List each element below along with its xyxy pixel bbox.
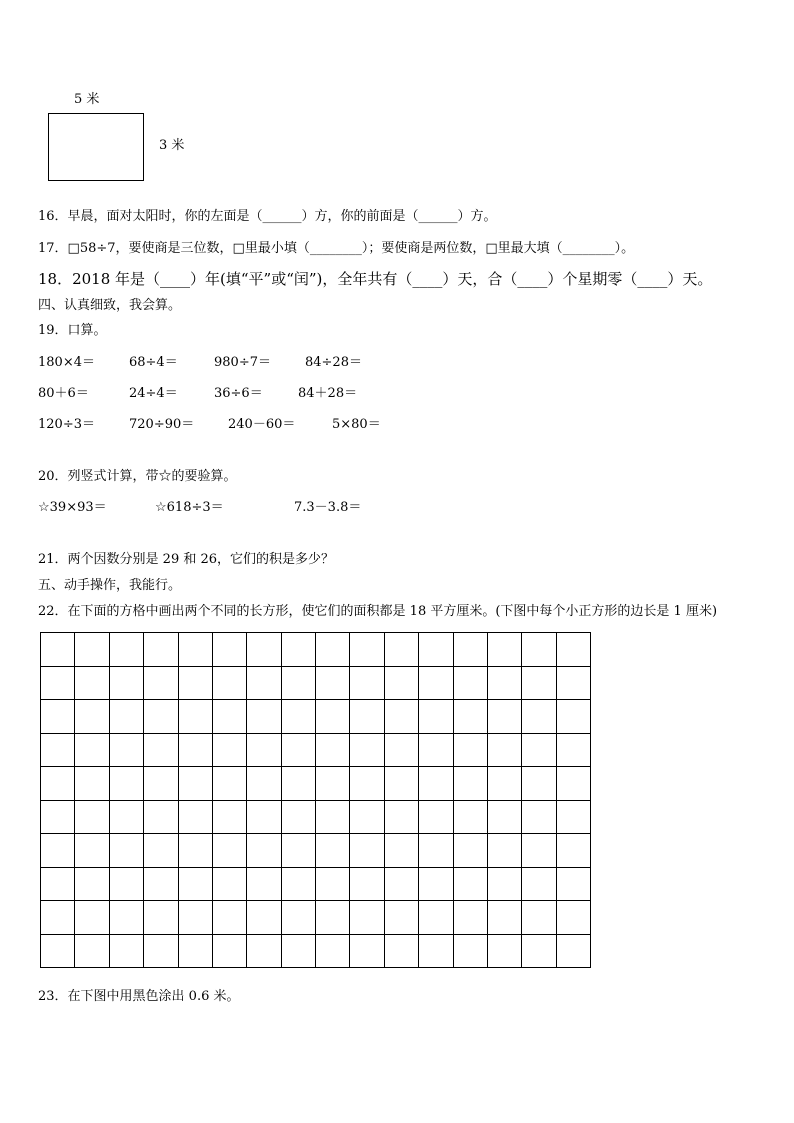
grid-cell [247,901,281,935]
vertical-calc-item: 7.3－3.8＝ [294,500,362,515]
question-21: 21．两个因数分别是 29 和 26，它们的积是多少？ [38,552,335,567]
grid-cell [75,834,109,868]
grid-cell [522,767,556,801]
grid-cell [419,700,453,734]
grid-cell [316,935,350,969]
question-19: 19．口算。 [38,323,107,338]
grid-cell [110,667,144,701]
grid-cell [247,700,281,734]
grid-cell [110,901,144,935]
grid-cell [557,834,591,868]
grid-cell [419,868,453,902]
grid-cell [454,935,488,969]
grid-cell [385,767,419,801]
grid-cell [522,901,556,935]
grid-cell [41,700,75,734]
grid-cell [213,901,247,935]
question-20: 20．列竖式计算，带☆的要验算。 [38,469,237,484]
grid-cell [350,935,384,969]
grid-cell [213,801,247,835]
grid-cell [144,801,178,835]
grid-cell [110,767,144,801]
grid-cell [75,734,109,768]
section-4-heading: 四、认真细致，我会算。 [38,298,182,313]
grid-cell [488,700,522,734]
grid-cell [179,801,213,835]
grid-cell [247,734,281,768]
grid-cell [41,633,75,667]
grid-cell [75,767,109,801]
question-16: 16．早晨，面对太阳时，你的左面是（______）方，你的前面是（______）方。 [38,209,497,224]
grid-cell [385,700,419,734]
grid-cell [419,734,453,768]
grid-cell [213,935,247,969]
grid-cell [557,734,591,768]
grid-cell [144,767,178,801]
grid-cell [557,767,591,801]
grid-cell [247,667,281,701]
grid-cell [522,935,556,969]
calc-item: 24÷4＝ [129,386,178,401]
rectangle-figure [48,113,144,181]
grid-cell [454,667,488,701]
grid-cell [419,935,453,969]
calc-item: 84÷28＝ [305,355,362,370]
grid-cell [179,767,213,801]
grid-cell [41,667,75,701]
grid-cell [385,834,419,868]
grid-cell [179,868,213,902]
grid-cell [316,868,350,902]
grid-cell [488,901,522,935]
question-23: 23．在下图中用黑色涂出 0.6 米。 [38,989,240,1004]
grid-cell [419,667,453,701]
grid-cell [350,901,384,935]
grid-cell [454,801,488,835]
grid-cell [75,901,109,935]
grid-cell [316,700,350,734]
grid-cell [282,700,316,734]
calc-item: 120÷3＝ [38,417,95,432]
grid-cell [41,868,75,902]
grid-cell [282,834,316,868]
grid-cell [316,834,350,868]
grid-cell [247,801,281,835]
grid-cell [110,801,144,835]
grid-cell [316,667,350,701]
grid-cell [557,700,591,734]
section-5-heading: 五、动手操作，我能行。 [38,578,182,593]
grid-cell [144,935,178,969]
grid-cell [75,935,109,969]
grid-cell [488,868,522,902]
grid-cell [213,868,247,902]
grid-cell [522,633,556,667]
grid-cell [41,834,75,868]
grid-cell [454,868,488,902]
grid-cell [282,868,316,902]
rectangle-width-label: 5 米 [74,92,100,107]
grid-cell [316,734,350,768]
grid-cell [41,767,75,801]
grid-cell [144,868,178,902]
grid-cell [282,767,316,801]
grid-cell [557,901,591,935]
grid-cell [282,935,316,969]
grid-cell [179,700,213,734]
calc-item: 5×80＝ [332,417,381,432]
grid-cell [557,935,591,969]
grid-cell [110,700,144,734]
grid-cell [350,801,384,835]
grid-cell [144,667,178,701]
grid-cell [213,734,247,768]
grid-cell [179,935,213,969]
grid-cell [522,667,556,701]
grid-cell [385,935,419,969]
grid-cell [350,667,384,701]
grid-cell [316,901,350,935]
grid-cell [350,700,384,734]
grid-cell [179,834,213,868]
grid-cell [213,767,247,801]
grid-cell [454,700,488,734]
grid-cell [316,801,350,835]
grid-cell [385,667,419,701]
grid-cell [110,834,144,868]
grid-cell [247,633,281,667]
grid-cell [419,901,453,935]
grid-cell [488,801,522,835]
grid-cell [488,734,522,768]
grid-cell [350,868,384,902]
grid-cell [557,667,591,701]
grid-cell [488,667,522,701]
grid-cell [282,667,316,701]
grid-cell [522,700,556,734]
grid-cell [247,935,281,969]
grid-cell [557,868,591,902]
grid-cell [41,935,75,969]
grid-cell [419,633,453,667]
grid-cell [144,734,178,768]
grid-cell [488,767,522,801]
grid-cell [247,868,281,902]
grid-cell [419,801,453,835]
grid-cell [454,734,488,768]
grid-cell [110,734,144,768]
grid-cell [179,901,213,935]
grid-cell [75,700,109,734]
grid-cell [557,801,591,835]
grid-cell [110,868,144,902]
grid-cell [350,734,384,768]
calc-item: 80＋6＝ [38,386,89,401]
calc-item: 180×4＝ [38,355,95,370]
grid-cell [385,868,419,902]
grid-cell [110,633,144,667]
grid-cell [350,767,384,801]
calc-item: 240－60＝ [228,417,296,432]
grid-cell [41,734,75,768]
grid-cell [75,868,109,902]
grid-cell [488,935,522,969]
grid-cell [282,734,316,768]
grid-cell [75,633,109,667]
calc-item: 36÷6＝ [214,386,263,401]
question-22: 22．在下面的方格中画出两个不同的长方形，使它们的面积都是 18 平方厘米。(下图中每个小正方形的边长是 1 厘米) [38,604,718,619]
grid-cell [350,834,384,868]
grid-cell [179,633,213,667]
grid-cell [144,901,178,935]
grid-cell [419,767,453,801]
grid-cell [350,633,384,667]
grid-cell [144,700,178,734]
calc-item: 84＋28＝ [298,386,358,401]
grid-cell [247,767,281,801]
grid-cell [110,935,144,969]
grid-cell [522,868,556,902]
grid-cell [282,801,316,835]
grid-cell [522,801,556,835]
grid-cell [454,901,488,935]
vertical-calc-item: ☆39×93＝ [38,500,107,515]
grid-cell [316,633,350,667]
square-grid [40,632,591,968]
grid-cell [419,834,453,868]
grid-cell [488,834,522,868]
calc-item: 720÷90＝ [129,417,195,432]
grid-cell [144,834,178,868]
calc-item: 980÷7＝ [214,355,271,370]
grid-cell [454,767,488,801]
grid-cell [41,801,75,835]
grid-cell [75,801,109,835]
grid-cell [213,700,247,734]
grid-cell [282,633,316,667]
grid-cell [454,633,488,667]
grid-cell [488,633,522,667]
grid-cell [179,734,213,768]
grid-cell [247,834,281,868]
vertical-calc-item: ☆618÷3＝ [155,500,224,515]
grid-cell [179,667,213,701]
grid-cell [144,633,178,667]
grid-cell [522,834,556,868]
grid-cell [316,767,350,801]
grid-cell [213,633,247,667]
question-18: 18．2018 年是（____）年(填“平”或“闰”)，全年共有（____）天，合（____）个星期零（____）天。 [38,270,713,288]
grid-cell [385,801,419,835]
rectangle-height-label: 3 米 [159,138,185,153]
grid-cell [213,834,247,868]
grid-cell [385,633,419,667]
grid-cell [522,734,556,768]
grid-cell [557,633,591,667]
grid-cell [385,901,419,935]
grid-cell [454,834,488,868]
grid-cell [385,734,419,768]
grid-cell [213,667,247,701]
grid-cell [282,901,316,935]
calc-item: 68÷4＝ [129,355,178,370]
grid-cell [41,901,75,935]
grid-cell [75,667,109,701]
question-17: 17．□58÷7，要使商是三位数，□里最小填（________）；要使商是两位数，□里最大填（________）。 [38,241,635,256]
